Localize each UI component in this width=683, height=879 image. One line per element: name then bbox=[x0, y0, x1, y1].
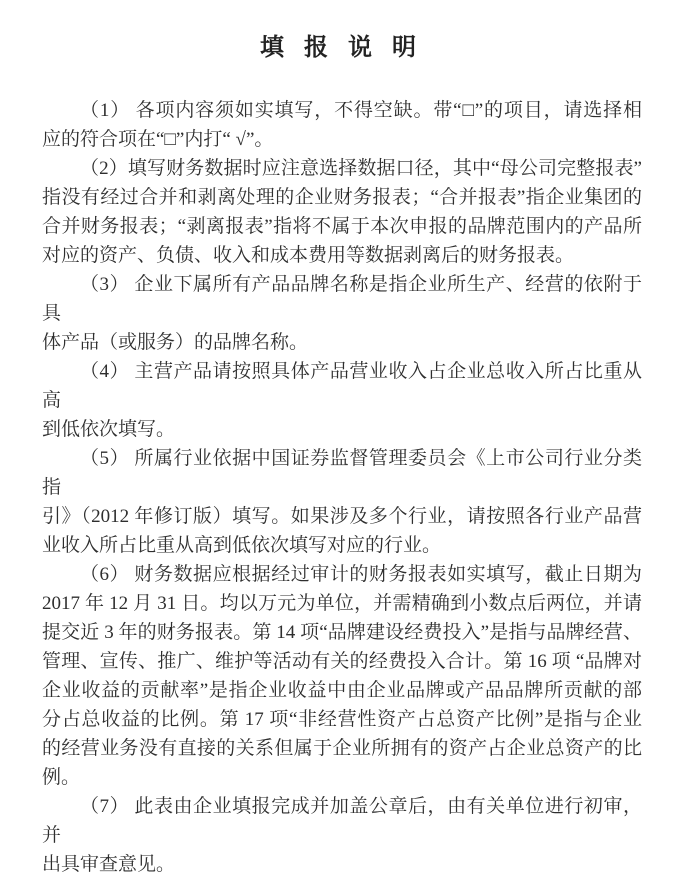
text-line: （1） 各项内容须如实填写，不得空缺。带“□”的项目，请选择相 bbox=[80, 100, 642, 121]
text-line: （7） 此表由企业填报完成并加盖公章后，由有关单位进行初审，并 bbox=[42, 796, 642, 846]
paragraph-7 bbox=[42, 792, 642, 879]
document-page bbox=[0, 32, 683, 875]
text-line: 应的符合项在“□”内打“ √”。 bbox=[42, 129, 274, 150]
text-line: （3） 企业下属所有产品品牌名称是指企业所生产、经营的依附于具 bbox=[42, 274, 642, 324]
paragraph-1 bbox=[42, 96, 642, 154]
paragraph-3 bbox=[42, 270, 642, 357]
text-line: 2017 年 12 月 31 日。均以万元为单位，并需精确到小数点后两位，并请 bbox=[42, 593, 642, 614]
text-line: 体产品（或服务）的品牌名称。 bbox=[42, 332, 309, 353]
text-line: （6） 财务数据应根据经过审计的财务报表如实填写，截止日期为 bbox=[80, 564, 642, 585]
text-line: 的经营业务没有直接的关系但属于企业所拥有的资产占企业总资产的比 bbox=[42, 738, 642, 759]
text-line: 引》（2012 年修订版）填写。如果涉及多个行业，请按照各行业产品营 bbox=[42, 506, 642, 527]
paragraph-2 bbox=[42, 154, 642, 270]
text-line: 提交近 3 年的财务报表。第 14 项“品牌建设经费投入”是指与品牌经营、 bbox=[42, 622, 642, 643]
page-title: 填 报 说 明 bbox=[260, 35, 423, 61]
document-body bbox=[0, 96, 683, 879]
text-line: 到低依次填写。 bbox=[42, 419, 176, 440]
text-line: 分占总收益的比例。第 17 项“非经营性资产占总资产比例”是指与企业 bbox=[42, 709, 642, 730]
text-line: 管理、宣传、推广、维护等活动有关的经费投入合计。第 16 项 “品牌对 bbox=[42, 651, 642, 672]
paragraph-5 bbox=[42, 444, 642, 560]
text-line: （2）填写财务数据时应注意选择数据口径，其中“母公司完整报表” bbox=[80, 158, 642, 179]
text-line: （4） 主营产品请按照具体产品营业收入占企业总收入所占比重从高 bbox=[42, 361, 642, 411]
paragraph-4 bbox=[42, 357, 642, 444]
text-line: 合并财务报表；“剥离报表”指将不属于本次申报的品牌范围内的产品所 bbox=[42, 216, 642, 237]
text-line: 例。 bbox=[42, 767, 81, 788]
text-line: 对应的资产、负债、收入和成本费用等数据剥离后的财务报表。 bbox=[42, 245, 575, 266]
paragraph-6 bbox=[42, 560, 642, 792]
text-line: 出具审查意见。 bbox=[42, 854, 176, 875]
text-line: 指没有经过合并和剥离处理的企业财务报表；“合并报表”指企业集团的 bbox=[42, 187, 642, 208]
text-line: （5） 所属行业依据中国证券监督管理委员会《上市公司行业分类指 bbox=[42, 448, 642, 498]
text-line: 业收入所占比重从高到低依次填写对应的行业。 bbox=[42, 535, 442, 556]
text-line: 企业收益的贡献率”是指企业收益中由企业品牌或产品品牌所贡献的部 bbox=[42, 680, 642, 701]
